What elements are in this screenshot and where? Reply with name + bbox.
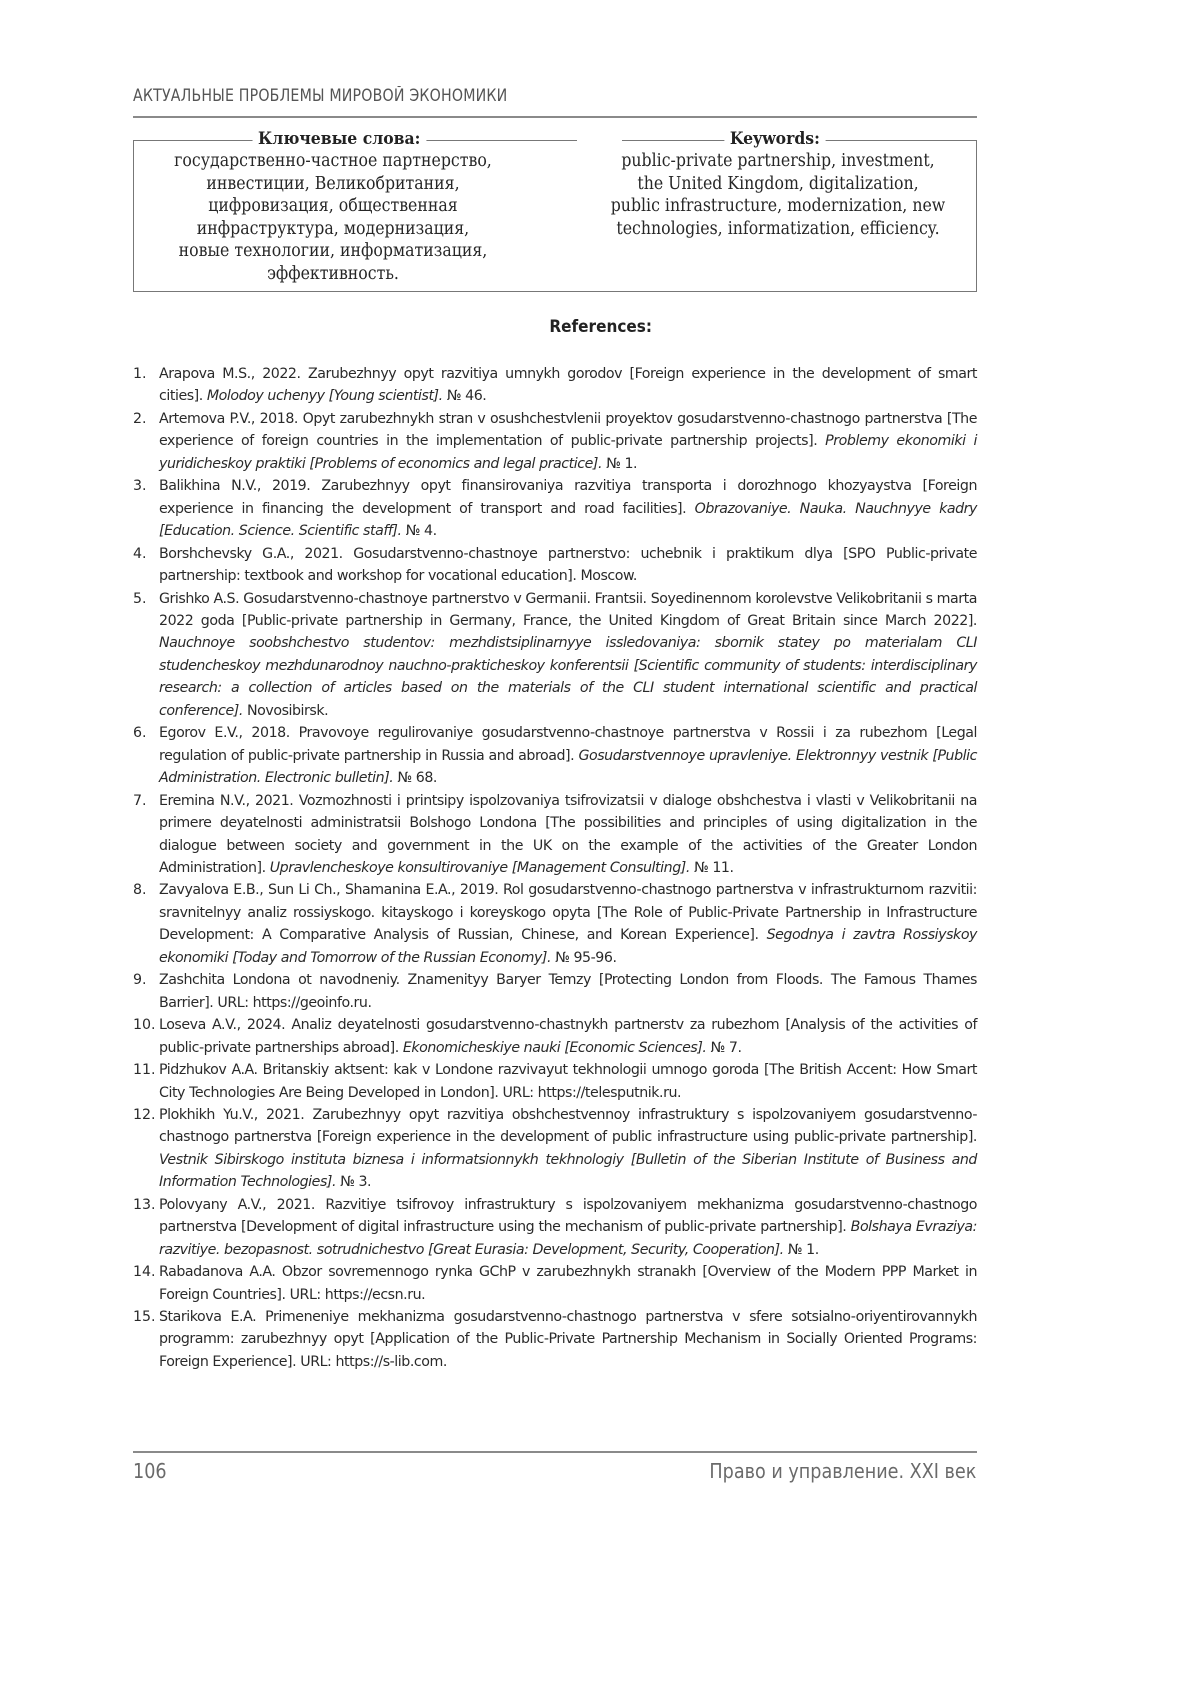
reference-text: Zavyalova E.B., Sun Li Ch., Shamanina E.A., 2019. Rol gosudarstvenno-chastnogo partnerstva v infrastrukturnom razvitii: sravnitelnyy analiz rossiyskogo. kitayskogo i koreyskogo opyta [The Role of Public-Private Partnership in Infrastructure Development: A Comparative Analysis of Russian, Chinese, and Korean Experience]. [159, 882, 977, 944]
reference-text: Pidzhukov A.A. Britanskiy aktsent: kak v Londone razvivayut tekhnologii umnogo goroda [The British Accent: How Smart City Technologies Are Being Developed in London]. URL: https://telesputnik.ru. [159, 1062, 977, 1101]
reference-text: Plokhikh Yu.V., 2021. Zarubezhnyy opyt razvitiya obshchestvennoy infrastruktury s ispolzovaniyem gosudarstvenno-chastnogo partnerstva [Foreign experience in the development of public infrastructure using public-private partnership]. [159, 1106, 977, 1146]
reference-text: Borshchevsky G.A., 2021. Gosudarstvenno-chastnoye partnerstvo: uchebnik i praktikum dlya [SPO Public-private partnership: textbook and workshop for vocational education]. Moscow. [159, 545, 977, 585]
keyword-line: public-private partnership, investment, [621, 151, 935, 171]
keyword-line: technologies, informatization, efficiency. [616, 218, 940, 239]
keywords-en-title: Keywords: [724, 129, 825, 149]
reference-number: 11. [133, 1062, 156, 1079]
keyword-line: новые технологии, информатизация, [178, 241, 488, 261]
reference-source: Nauchnoye soobshchestvo studentov: mezhdistsiplinarnyye issledovaniya: sbornik statey po materialam CLI studencheskoy mezhdunarodnoy nauchno-prakticheskoy konferentsii [Scientific community of students: interdisciplinary research: a collection of articles based on the materials of the CLI student international scientific and practical conference]. [159, 635, 977, 719]
reference-source: Problemy ekonomiki i yuridicheskoy praktiki [Problems of economics and legal practice]. [159, 433, 977, 472]
footer-rule [133, 1451, 977, 1453]
reference-text: Zashchita Londona ot navodneniy. Znamenityy Baryer Temzy [Protecting London from Floods. The Famous Thames Barrier]. URL: https://geoinfo.ru. [159, 972, 977, 1011]
reference-source: Upravlencheskoye konsultirovaniye [Management Consulting]. [269, 859, 690, 876]
reference-number: 3. [133, 478, 147, 495]
reference-text: Eremina N.V., 2021. Vozmozhnosti i printsipy ispolzovaniya tsifrovizatsii v dialoge obshchestva i vlasti v Velikobritanii na primere deyatelnosti administratsii Bolshogo Londona [The possibilities and principles of using digitalization in the dialogue between society and government in the UK on the example of the activities of the Greater London Administration]. [159, 792, 977, 876]
reference-item [133, 475, 977, 542]
reference-item [133, 1104, 977, 1194]
reference-item [133, 969, 977, 1014]
reference-source: Obrazovaniye. Nauka. Nauchnyye kadry [Education. Science. Scientific staff]. [159, 500, 977, 540]
reference-number: 15. [133, 1309, 156, 1326]
page-number: 106 [133, 1459, 167, 1483]
keyword-line: цифровизация, общественная [208, 196, 458, 216]
reference-number: 14. [133, 1264, 156, 1281]
references-list [133, 363, 977, 1373]
keyword-line: инфраструктура, модернизация, [196, 218, 470, 239]
reference-source: Gosudarstvennoye upravleniye. Elektronnyy vestnik [Public Administration. Electronic bulletin]. [159, 747, 977, 787]
reference-item [133, 1194, 977, 1261]
references-title: References: [549, 317, 653, 337]
reference-text: Rabadanova A.A. Obzor sovremennogo rynka GChP v zarubezhnykh stranakh [Overview of the Modern PPP Market in Foreign Countries]. URL: https://ecsn.ru. [159, 1264, 977, 1303]
reference-number: 6. [133, 725, 147, 742]
reference-issue: № 11. [689, 859, 734, 876]
reference-source: Bolshaya Evraziya: razvitiye. bezopasnost. sotrudnichestvo [Great Eurasia: Development, Security, Cooperation]. [159, 1219, 977, 1258]
reference-text: Starikova E.A. Primeneniye mekhanizma gosudarstvenno-chastnogo partnerstva v sfere sotsialno-oriyentirovannykh programm: zarubezhnyy opyt [Application of the Public-Private Partnership Mechanism in Socially Oriented Programs: Foreign Experience]. URL: https://s-lib.com. [159, 1309, 977, 1370]
reference-issue: № 7. [706, 1039, 742, 1056]
reference-number: 2. [133, 410, 147, 427]
reference-item [133, 363, 977, 408]
reference-source: Segodnya i zavtra Rossiyskoy ekonomiki [Today and Tomorrow of the Russian Economy]. [159, 927, 977, 966]
header-rule [133, 116, 977, 118]
reference-text: Egorov E.V., 2018. Pravovoye regulirovaniye gosudarstvenno-chastnoye partnerstva v Rossii i za rubezhom [Legal regulation of public-private partnership in Russia and abroad]. [159, 725, 977, 764]
reference-number: 10. [133, 1017, 156, 1034]
keyword-line: государственно-частное партнерство, [174, 151, 492, 171]
reference-number: 9. [133, 972, 147, 989]
reference-source: Molodoy uchenyy [Young scientist]. [206, 388, 443, 405]
keyword-line: the United Kingdom, digitalization, [637, 173, 919, 194]
reference-text: Artemova P.V., 2018. Opyt zarubezhnykh stran v osushchestvlenii proyektov gosudarstvenno-chastnogo partnerstva [The experience of foreign countries in the implementation of public-private partnership projects]. [159, 410, 977, 450]
reference-issue: № 68. [393, 770, 437, 787]
reference-number: 12. [133, 1106, 156, 1123]
keywords-ru-list [133, 150, 533, 285]
reference-item [133, 1014, 977, 1059]
reference-issue: № 95-96. [551, 949, 617, 966]
reference-issue: № 46. [442, 388, 487, 405]
reference-item [133, 790, 977, 880]
reference-number: 13. [133, 1196, 156, 1213]
reference-item [133, 879, 977, 969]
reference-item [133, 722, 977, 789]
reference-issue: № 1. [602, 455, 638, 472]
reference-text: Loseva A.V., 2024. Analiz deyatelnosti gosudarstvenno-chastnykh partnerstv za rubezhom [Analysis of the activities of public-private partnerships abroad]. [159, 1017, 977, 1056]
reference-item [133, 1059, 977, 1104]
reference-number: 5. [133, 590, 147, 607]
keyword-line: эффективность. [267, 263, 399, 284]
reference-item [133, 1306, 977, 1373]
reference-item [133, 543, 977, 588]
reference-source: Ekonomicheskiye nauki [Economic Sciences]. [402, 1039, 707, 1056]
keyword-line: public infrastructure, modernization, new [610, 196, 946, 216]
reference-source: Vestnik Sibirskogo instituta biznesa i informatsionnykh tekhnologiy [Bulletin of the Siberian Institute of Business and Information Technologies]. [159, 1151, 977, 1191]
reference-item [133, 588, 977, 723]
keywords-ru-title: Ключевые слова: [253, 129, 426, 149]
reference-item [133, 408, 977, 475]
reference-text: Polovyany A.V., 2021. Razvitiye tsifrovoy infrastruktury s ispolzovaniyem mekhanizma gosudarstvenno-chastnogo partnerstva [Development of digital infrastructure using the mechanism of public-private partnership]. [159, 1196, 977, 1236]
reference-text: Arapova M.S., 2022. Zarubezhnyy opyt razvitiya umnykh gorodov [Foreign experience in the development of smart cities]. [159, 366, 977, 405]
reference-number: 4. [133, 545, 147, 562]
reference-number: 8. [133, 882, 147, 899]
reference-number: 1. [133, 366, 147, 382]
journal-title: Право и управление. XXI век [709, 1459, 976, 1483]
keywords-en-list [578, 150, 978, 240]
keyword-line: инвестиции, Великобритания, [206, 173, 460, 194]
running-head: АКТУАЛЬНЫЕ ПРОБЛЕМЫ МИРОВОЙ ЭКОНОМИКИ [133, 86, 508, 105]
reference-issue: № 4. [401, 523, 437, 540]
reference-item [133, 1261, 977, 1306]
reference-issue: № 1. [783, 1241, 819, 1258]
reference-number: 7. [133, 792, 147, 809]
reference-text: Grishko A.S. Gosudarstvenno-chastnoye partnerstvo v Germanii. Frantsii. Soyedinennom korolevstve Velikobritanii s marta 2022 goda [Public-private partnership in Germany, France, the United Kingdom of Great Britain since March 2022]. [159, 590, 977, 629]
reference-text: Balikhina N.V., 2019. Zarubezhnyy opyt finansirovaniya razvitiya transporta i dorozhnogo khozyaystva [Foreign experience in financing the development of transport and road facilities]. [159, 478, 977, 517]
reference-issue: Novosibirsk. [242, 702, 329, 719]
reference-issue: № 3. [336, 1174, 372, 1191]
